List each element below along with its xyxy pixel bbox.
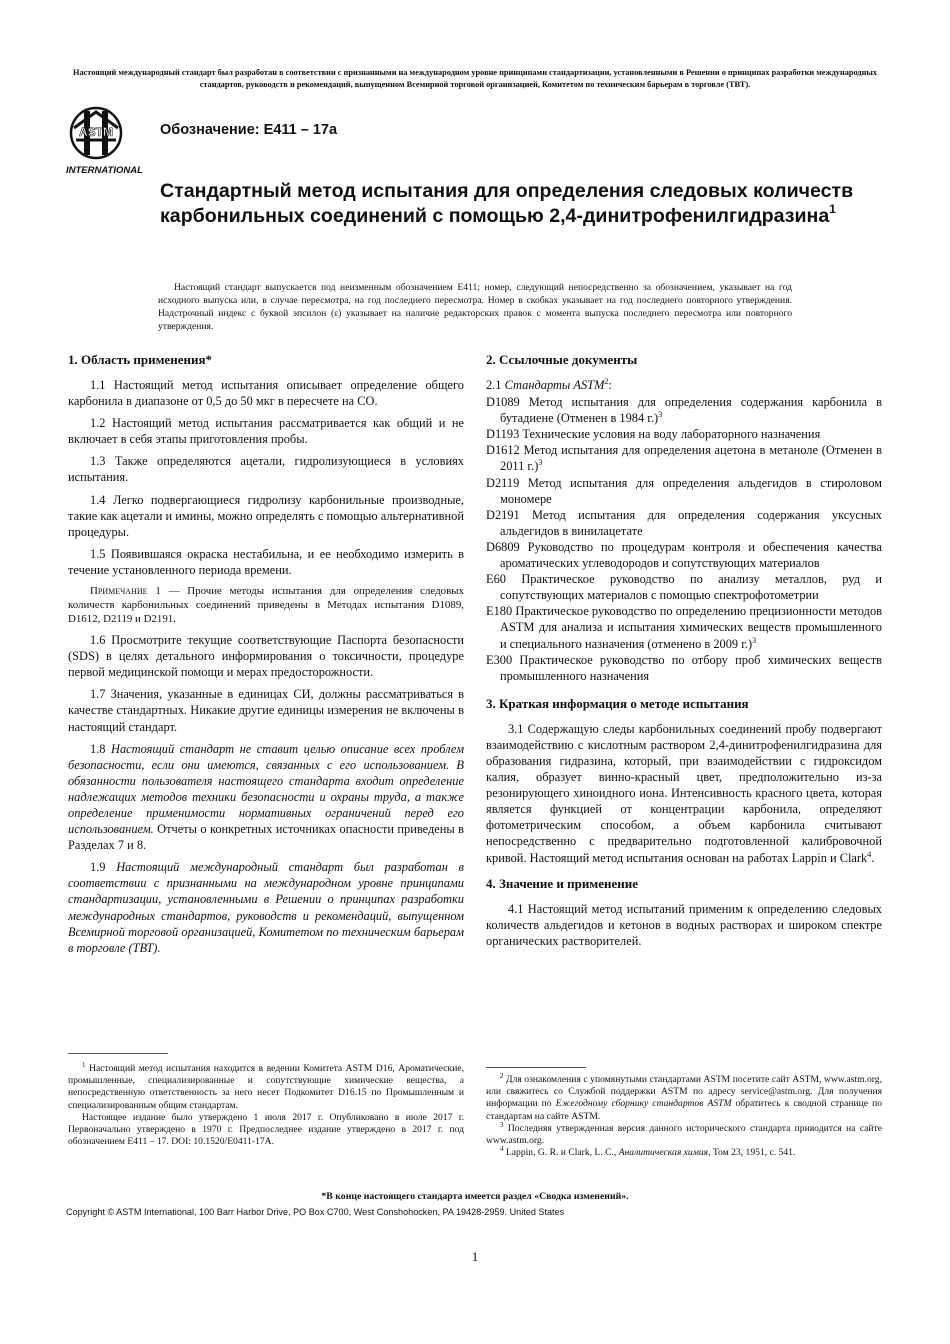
ref-d1193 <box>486 426 882 442</box>
footnote-4 <box>486 1147 882 1159</box>
designation: Обозначение: E411 – 17a <box>160 122 338 138</box>
left-footnotes <box>68 1053 464 1148</box>
footnote-3-text: Последняя утвержденная версия данного исторического стандарта приводится на сайте www.astm.org. <box>486 1122 882 1147</box>
ref-d6809 <box>486 539 882 571</box>
para-3-1-sup: 4 <box>867 849 872 859</box>
copyright-line: Copyright © ASTM International, 100 Barr Harbor Drive, PO Box C700, West Conshohocken, PA 19428-2959. United States <box>66 1207 565 1217</box>
section-2-title: 2. Ссылочные документы <box>486 352 638 367</box>
footnote-4-italic: Аналитическая химия <box>618 1147 709 1159</box>
standard-title <box>160 179 860 229</box>
ref-d2191 <box>486 507 882 539</box>
ref-d6809-text: D6809 Руководство по процедурам контроля и обеспечения качества ароматических углеводородов и сопутствующих материалов <box>486 539 882 571</box>
para-1-9-italic: Настоящий международный стандарт был разработан в соответствии с признанными на международном уровне принципами стандартизации, установленными в Решении о принципах разработки международных стандартов, руководств и рекомендаций, выпущенном Всемирной торговой организацией, Комитетом по техническим барьерам в торговле (ТВТ). <box>68 860 464 955</box>
ref-d1089-text: D1089 Метод испытания для определения содержания карбонила в бутадиене (Отменен в 1984 г.) <box>486 395 882 426</box>
footnote-1-edition: Настоящее издание было утверждено 1 июля 2017 г. Опубликовано в июле 2017 г. Первоначально утверждено в 1970 г. Предпоследнее издание утверждено в 2017 г. под обозначением E411 – 17. DOI: 10.1520/E0411-17A. <box>68 1111 464 1148</box>
ref-head-sup: 2 <box>604 377 609 386</box>
footnote-divider-left <box>68 1053 168 1054</box>
ref-e180 <box>486 603 882 651</box>
ref-d1193-text: D1193 Технические условия на воду лабораторного назначения <box>486 427 821 442</box>
ref-d1612-sup: 3 <box>538 458 543 468</box>
section-1-title: 1. Область применения* <box>68 352 212 367</box>
ref-d2119-text: D2119 Метод испытания для определения альдегидов в стироловом мономере <box>486 475 882 506</box>
footnote-2 <box>486 1074 882 1123</box>
page-number: 1 <box>471 1249 479 1264</box>
para-3-1-text: 3.1 Содержащую следы карбонильных соединений пробу подвергают взаимодействию с кислотным раствором 2,4-динитрофенилгидразина для образования гидразина, который, при взаимодействии с гидроксидом калия, образует винно-красный цвет, предположительно из-за резонирующего хиноидного иона. Интенсивность красного цвета, которая является функцией от концентрации карбонила, определяют фотометрическим способом, а объем карбонила считывают непосредственно с предварительно подготовленной калибровочной кривой. Настоящий метод испытания основан на работах Lappin и Clark <box>486 721 882 865</box>
para-1-8-rest: Отчеты о конкретных источниках опасности приведены в Разделах 7 и 8. <box>68 822 464 853</box>
footnote-4-text-b: , Том 23, 1951, с. 541. <box>708 1147 796 1159</box>
ref-e180-sup: 3 <box>752 635 757 645</box>
logo-text: INTERNATIONAL <box>66 165 143 176</box>
ref-d1612 <box>486 442 882 474</box>
left-column <box>68 352 464 962</box>
section-3-title: 3. Краткая информация о методе испытания <box>486 695 749 711</box>
ref-head-italic: Стандарты ASTM <box>504 378 605 392</box>
footnote-3 <box>486 1120 882 1147</box>
para-1-1: 1.1 Настоящий метод испытания описывает определение общего карбонила в диапазоне от 0,5 до 50 мкг в пересчете на CO. <box>68 378 464 409</box>
ref-e300 <box>486 652 882 684</box>
footnote-4-mark: 4 <box>500 1145 504 1154</box>
para-1-9-num: 1.9 <box>90 860 117 875</box>
issuance-statement: Настоящий стандарт выпускается под неизменным обозначением E411; номер, следующий непосредственно за обозначением, указывает на год исходного выпуска или, в случае пересмотра, на год последнего пересмотра. Номер в скобках указывает на год последнего повторного утверждения. Надстрочный индекс с буквой эпсилон (ε) указывает на наличие редакторских правок с момента выпуска последнего пересмотра или повторного утверждения. <box>158 282 792 332</box>
ref-head-colon: : <box>608 378 612 392</box>
right-column <box>486 352 882 955</box>
para-1-8-num: 1.8 <box>90 741 112 756</box>
para-3-1 <box>486 721 882 866</box>
para-1-3: 1.3 Также определяются ацетали, гидролизующиеся в условиях испытания. <box>68 454 464 485</box>
footnote-divider-right <box>486 1067 586 1068</box>
astm-logo-icon <box>66 106 150 178</box>
para-1-7: 1.7 Значения, указанные в единицах СИ, должны рассматриваться в качестве стандартных. Никакие другие единицы измерения не включены в настоящий стандарт. <box>68 687 464 734</box>
ref-e60 <box>486 571 882 603</box>
para-1-5: 1.5 Появившаяся окраска нестабильна, и ее необходимо измерить в течение установленного периода времени. <box>68 546 464 577</box>
footnote-2-mark: 2 <box>500 1072 504 1080</box>
astm-logo <box>66 106 150 178</box>
summary-of-changes-note: *В конце настоящего стандарта имеется раздел «Сводка изменений». <box>321 1191 629 1202</box>
footnote-2-text-a: Для ознакомления с упомянутыми стандартами ASTM посетите сайт ASTM, www.astm.org, или свяжитесь со Службой поддержки ASTM по адресу service@astm.org. Для получения информации по <box>486 1074 882 1110</box>
footnote-1-mark: 1 <box>82 1061 86 1069</box>
para-1-6: 1.6 Просмотрите текущие соответствующие Паспорта безопасности (SDS) в целях детального информирования о токсичности, процедуре первой медицинской помощи и мерах предосторожности. <box>68 633 464 680</box>
ref-d2191-text: D2191 Метод испытания для определения содержания уксусных альдегидов в винилацетате <box>486 507 882 538</box>
astm-standards-heading <box>486 377 882 393</box>
title-footnote-ref: 1 <box>829 202 836 216</box>
para-3-1-end: . <box>871 850 875 865</box>
right-footnotes <box>486 1067 882 1159</box>
ref-e60-text: E60 Практическое руководство по анализу металлов, руд и сопутствующих материалов с помощью спектрофотометрии <box>486 572 882 603</box>
title-text: Стандартный метод испытания для определения следовых количеств карбонильных соединений с помощью 2,4-динитрофенилгидразина <box>160 180 854 227</box>
logo-letters: ASTM <box>79 125 113 139</box>
ref-head-num: 2.1 <box>486 378 505 392</box>
para-1-8 <box>68 741 464 854</box>
para-1-2: 1.2 Настоящий метод испытания рассматривается как общий и не включает в себя этапы приготовления пробы. <box>68 416 464 447</box>
footnote-2-text-b: обратитесь к сводной странице по стандартам на сайте ASTM. <box>486 1098 882 1122</box>
ref-d1089-sup: 3 <box>658 410 663 420</box>
para-1-9 <box>68 859 464 956</box>
ref-d1612-text: D1612 Метод испытания для определения ацетона в метаноле (Отменен в 2011 г.) <box>486 443 882 474</box>
ref-d2119 <box>486 475 882 507</box>
para-4-1: 4.1 Настоящий метод испытаний применим к определению следовых количеств альдегидов и кетонов в водных растворах и широком спектре органических растворителей. <box>486 901 882 948</box>
ref-e180-text: E180 Практическое руководство по определению прецизионности методов ASTM для анализа и испытания химических веществ промышленного и специального назначения (отменено в 2009 г.) <box>486 604 882 651</box>
footnote-1-text: Настоящий метод испытания находится в ведении Комитета ASTM D16, Ароматические, промышленные, специализированные и сопутствующие химические вещества, а непосредственную ответственность за него несет Подкомитет D16.15 по Промышленным и специализированным общим стандартам. <box>68 1063 464 1111</box>
note-1 <box>68 584 464 626</box>
footnote-2-italic: Ежегодному сборнику стандартов ASTM <box>555 1098 732 1110</box>
section-4-title: 4. Значение и применение <box>486 875 639 891</box>
para-1-4: 1.4 Легко подвергающиеся гидролизу карбонильные производные, такие как ацетали и имины, можно определять с помощью альтернативной процедуры. <box>68 492 464 539</box>
note-1-label: Примечание 1 <box>90 585 161 598</box>
footnote-3-mark: 3 <box>500 1120 504 1129</box>
footnote-4-text-a: Lappin, G. R. и Clark, L. C., <box>503 1147 619 1159</box>
para-1-8-italic: Настоящий стандарт не ставит целью описание всех проблем безопасности, если они имеются, связанных с его использованием. В обязанности пользователя настоящего стандарта входит определение надлежащих методов техники безопасности и охраны труда, а также определение применимости нормативных ограничений перед его использованием. <box>68 741 464 837</box>
footnote-1 <box>68 1063 464 1112</box>
note-1-text: — Прочие методы испытания для определения следовых количеств карбонильных соединений приведены в Методах испытания D1089, D1612, D2119 и D2191. <box>68 585 464 626</box>
ref-d1089 <box>486 394 882 426</box>
ref-e300-text: E300 Практическое руководство по отбору проб химических веществ промышленного назначения <box>486 652 882 683</box>
international-standard-notice: Настоящий международный стандарт был разработан в соответствии с признанными на международном уровне принципами стандартизации, установленными в Решении о принципах разработки международных стандартов, руководств и рекомендаций, выпущенном Всемирной торговой организацией, Комитетом по техническим барьерам в торговле (ТВТ). <box>73 68 877 89</box>
